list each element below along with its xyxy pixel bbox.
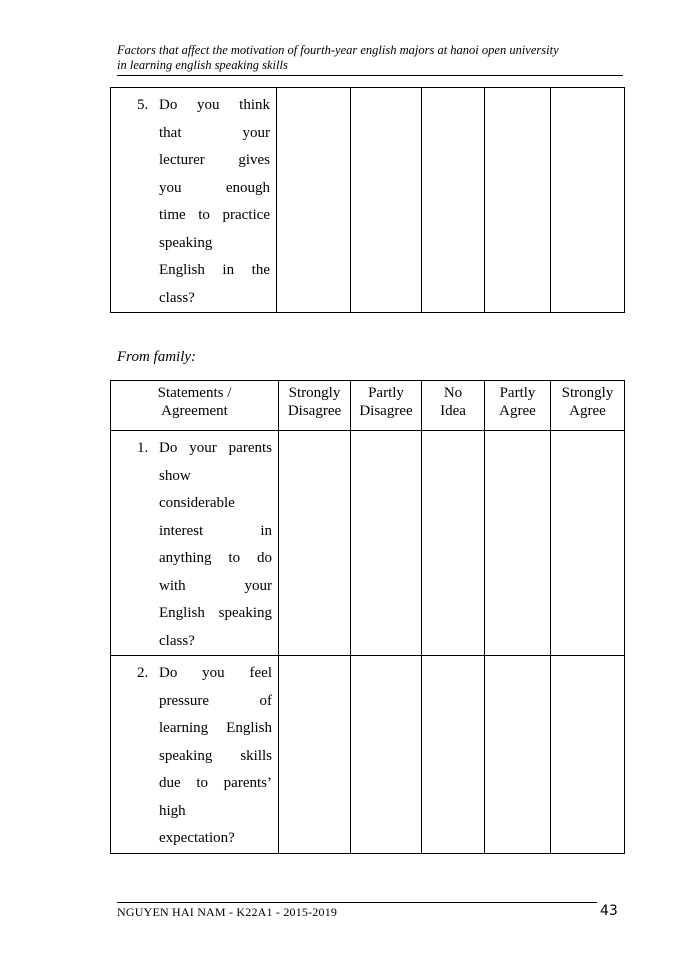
header-line: Strongly (561, 385, 614, 401)
question-line: interest in (159, 522, 272, 539)
footer-author-line: NGUYEN HAI NAM - K22A1 - 2015-2019 (117, 905, 338, 919)
question-line: show (159, 467, 191, 484)
question-line: speaking skills (159, 747, 272, 764)
answer-cell-partly-agree[interactable] (485, 431, 551, 656)
question-line: class? (159, 289, 195, 306)
question-line: expectation? (159, 830, 235, 846)
column-header-statements (111, 381, 279, 431)
question-line: lecturer gives (159, 152, 270, 168)
header-line: Idea (440, 403, 466, 419)
running-header-line-1: Factors that affect the motivation of fourth-year english majors at hanoi open university (117, 43, 559, 57)
column-header-partly-disagree (351, 381, 422, 431)
answer-cell-no-idea[interactable] (422, 656, 485, 854)
question-line: considerable (159, 495, 235, 511)
header-line: No (443, 385, 463, 401)
footer-divider (117, 902, 597, 903)
header-line: Statements / (157, 385, 232, 401)
column-header-strongly-agree (551, 381, 625, 431)
section-label-family: From family: (117, 349, 197, 365)
answer-cell-partly-disagree[interactable] (351, 88, 422, 313)
answer-cell-strongly-agree[interactable] (551, 656, 625, 854)
statement-cell (111, 431, 279, 656)
question-text (159, 660, 272, 853)
header-line: Agree (499, 403, 536, 419)
statement-cell (111, 656, 279, 854)
question-text (159, 435, 272, 655)
question-line: you enough (159, 179, 270, 196)
column-header-no-idea (422, 381, 485, 431)
statement-cell (111, 88, 277, 313)
header-line: Strongly (288, 385, 341, 401)
question-number: 1. (137, 440, 149, 456)
question-line: anything to do (159, 550, 272, 566)
question-line: with your (159, 577, 272, 594)
header-line: Disagree (359, 403, 413, 419)
running-header-line-2: in learning english speaking skills (117, 58, 288, 72)
answer-cell-strongly-disagree[interactable] (277, 88, 351, 313)
answer-cell-partly-disagree[interactable] (351, 656, 422, 854)
answer-cell-strongly-disagree[interactable] (279, 656, 351, 854)
answer-cell-no-idea[interactable] (422, 431, 485, 656)
question-line: Do you think (159, 97, 270, 113)
header-line: Agreement (161, 403, 228, 419)
column-header-partly-agree (485, 381, 551, 431)
answer-cell-partly-agree[interactable] (485, 88, 551, 313)
table-row (111, 88, 625, 313)
question-text (159, 92, 270, 312)
question-line: learning English (159, 720, 272, 736)
answer-cell-strongly-disagree[interactable] (279, 431, 351, 656)
question-line: speaking (159, 234, 213, 251)
question-line: Do you feel (159, 665, 272, 681)
survey-table-family (110, 380, 625, 854)
question-line: English speaking (159, 605, 272, 621)
answer-cell-strongly-agree[interactable] (551, 431, 625, 656)
answer-cell-partly-agree[interactable] (485, 656, 551, 854)
table-header-row (111, 381, 625, 431)
page-number: 43 (600, 903, 618, 919)
question-line: due to parents’ (159, 775, 272, 791)
header-line: Partly (499, 385, 536, 401)
question-line: English in the (159, 262, 270, 278)
question-line: class? (159, 632, 195, 649)
question-number: 5. (137, 97, 149, 113)
header-divider (117, 75, 623, 76)
table-row (111, 431, 625, 656)
answer-cell-partly-disagree[interactable] (351, 431, 422, 656)
question-line: time to practice (159, 207, 270, 223)
column-header-strongly-disagree (279, 381, 351, 431)
header-line: Disagree (287, 403, 342, 419)
question-number: 2. (137, 665, 149, 681)
answer-cell-no-idea[interactable] (422, 88, 485, 313)
question-line: Do your parents (159, 440, 272, 456)
header-line: Agree (569, 403, 606, 419)
header-line: Partly (368, 385, 404, 401)
answer-cell-strongly-agree[interactable] (551, 88, 625, 313)
question-line: pressure of (159, 692, 272, 709)
survey-table-continued (110, 87, 625, 313)
running-header (117, 43, 623, 73)
table-row (111, 656, 625, 854)
question-line: high (159, 802, 186, 819)
question-line: that your (159, 124, 270, 141)
